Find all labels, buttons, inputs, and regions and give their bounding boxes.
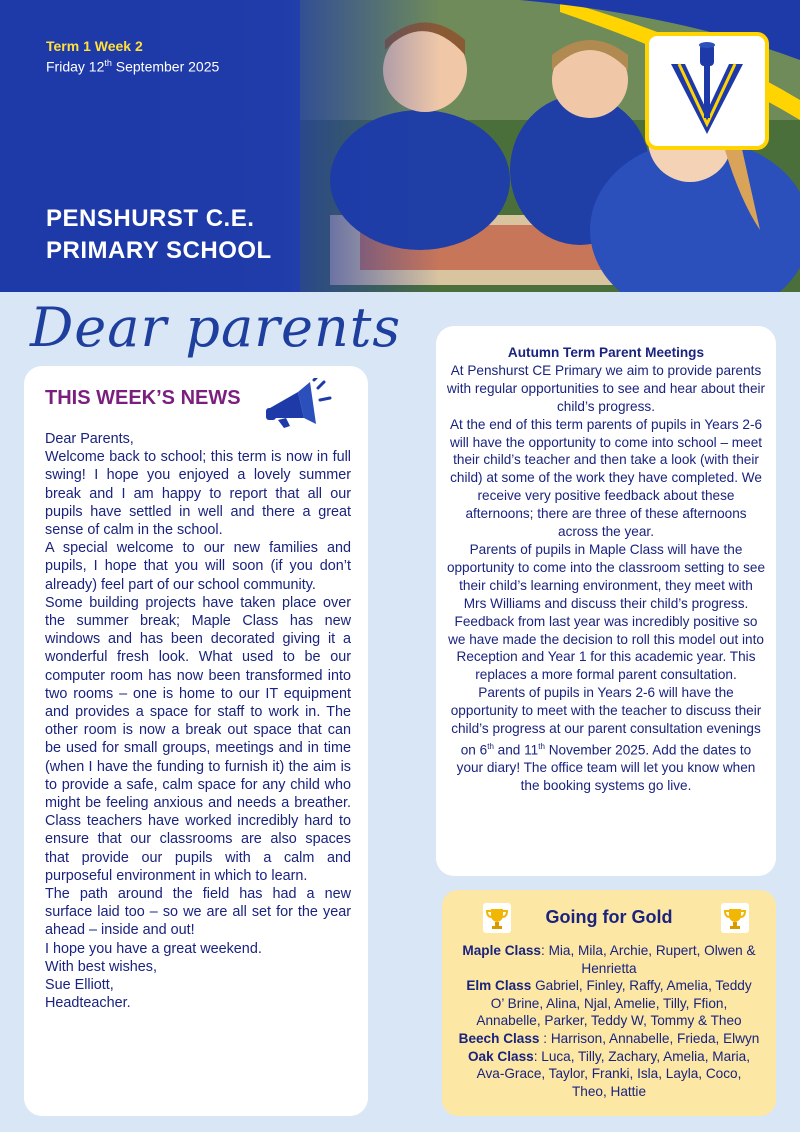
meetings-paragraph: At Penshurst CE Primary we aim to provide parents with regular opportunities to see and hear about their child’s progress. <box>446 362 766 414</box>
issue-date: Friday 12th September 2025 <box>46 58 220 75</box>
gold-class-list <box>458 942 760 1100</box>
header-banner <box>0 0 800 292</box>
letter-paragraph: A special welcome to our new families and pupils, I hope that you will soon (if you don’t already) feel part of our school community. <box>45 540 351 593</box>
term-week: Term 1 Week 2 <box>46 38 143 54</box>
pen-nib-logo-icon <box>649 36 765 146</box>
megaphone-icon <box>264 378 332 428</box>
letter-role: Headteacher. <box>45 995 131 1012</box>
letter-paragraph: Some building projects have taken place over the summer break; Maple Class has new windows and has been decorated giving it a wonderful fresh look. What used to be our computer room has now been transformed into two rooms – one is home to our IT equipment and provides a space for staff to work in. The other room is now a break out space that can be used for small groups, meetings and in time (when I have the funding to furnish it) the aim is to provide a safe, calm space for any child who might be feeling anxious and needs a breather. Class teachers have worked incredibly hard to ensure that our classrooms are also spaces that provide our pupils with a calm and purposeful environment in which to learn. <box>45 594 351 884</box>
meetings-paragraph: Parents of pupils in Maple Class will have the opportunity to come into the classroom setting to see their child’s learning environment, they meet with Mrs Williams and discuss their child’s progress. Feedback from last year was incredibly positive so we have made the decision to roll this model out into Reception and Year 1 for this academic year. This replaces a more formal parent consultation. <box>446 541 766 683</box>
letter-paragraph: I hope you have a great weekend. <box>45 940 262 957</box>
letter-paragraph: The path around the field has had a new surface laid too – so we are all set for the year ahead – inside and out! <box>45 886 351 939</box>
school-logo <box>645 32 769 150</box>
news-heading: THIS WEEK’S NEWS <box>45 387 241 409</box>
letter-signoff: With best wishes, <box>45 958 157 975</box>
letter-paragraph: Dear Parents, <box>45 431 134 447</box>
gold-heading: Going for Gold <box>545 907 673 927</box>
greeting-title: Dear parents <box>30 296 402 359</box>
letter-paragraph: Welcome back to school; this term is now in full swing! I hope you enjoyed a lovely summer break and I am happy to report that all our pupils have settled in well and there a great sense of calm in the school. <box>45 449 351 539</box>
letter-signature: Sue Elliott, <box>45 977 114 994</box>
headteacher-letter <box>45 430 351 1013</box>
gold-class-entry: Beech Class : Harrison, Annabelle, Frieda, Elwyn <box>458 1030 760 1046</box>
meetings-paragraph: At the end of this term parents of pupils in Years 2-6 will have the opportunity to come into school – meet their child’s teacher and then take a look (with their child) at some of the work they have completed. We receive very positive feedback about these afternoons; there are three of these afternoons across the year. <box>449 416 763 540</box>
school-name: PENSHURST C.E. PRIMARY SCHOOL <box>46 205 272 264</box>
gold-class-entry: Elm Class Gabriel, Finley, Raffy, Amelia, Teddy O’ Brine, Alina, Njal, Amelie, Tilly, Ffion, Annabelle, Parker, Teddy W, Tommy & Theo <box>466 978 752 1029</box>
meetings-heading: Autumn Term Parent Meetings <box>507 345 705 360</box>
gold-class-entry: Maple Class: Mia, Mila, Archie, Rupert, Olwen & Henrietta <box>462 943 756 976</box>
gold-class-entry: Oak Class: Luca, Tilly, Zachary, Amelia, Maria, Ava-Grace, Taylor, Franki, Isla, Layla, Coco, Theo, Hattie <box>467 1048 751 1099</box>
meetings-content <box>446 344 766 795</box>
meetings-paragraph: Parents of pupils in Years 2-6 will have the opportunity to meet with the teacher to discuss their child’s progress at our parent consultation evenings on 6th and 11th November 2025. Add the dates to your diary! The office team will let you know when the booking systems go live. <box>450 685 762 794</box>
